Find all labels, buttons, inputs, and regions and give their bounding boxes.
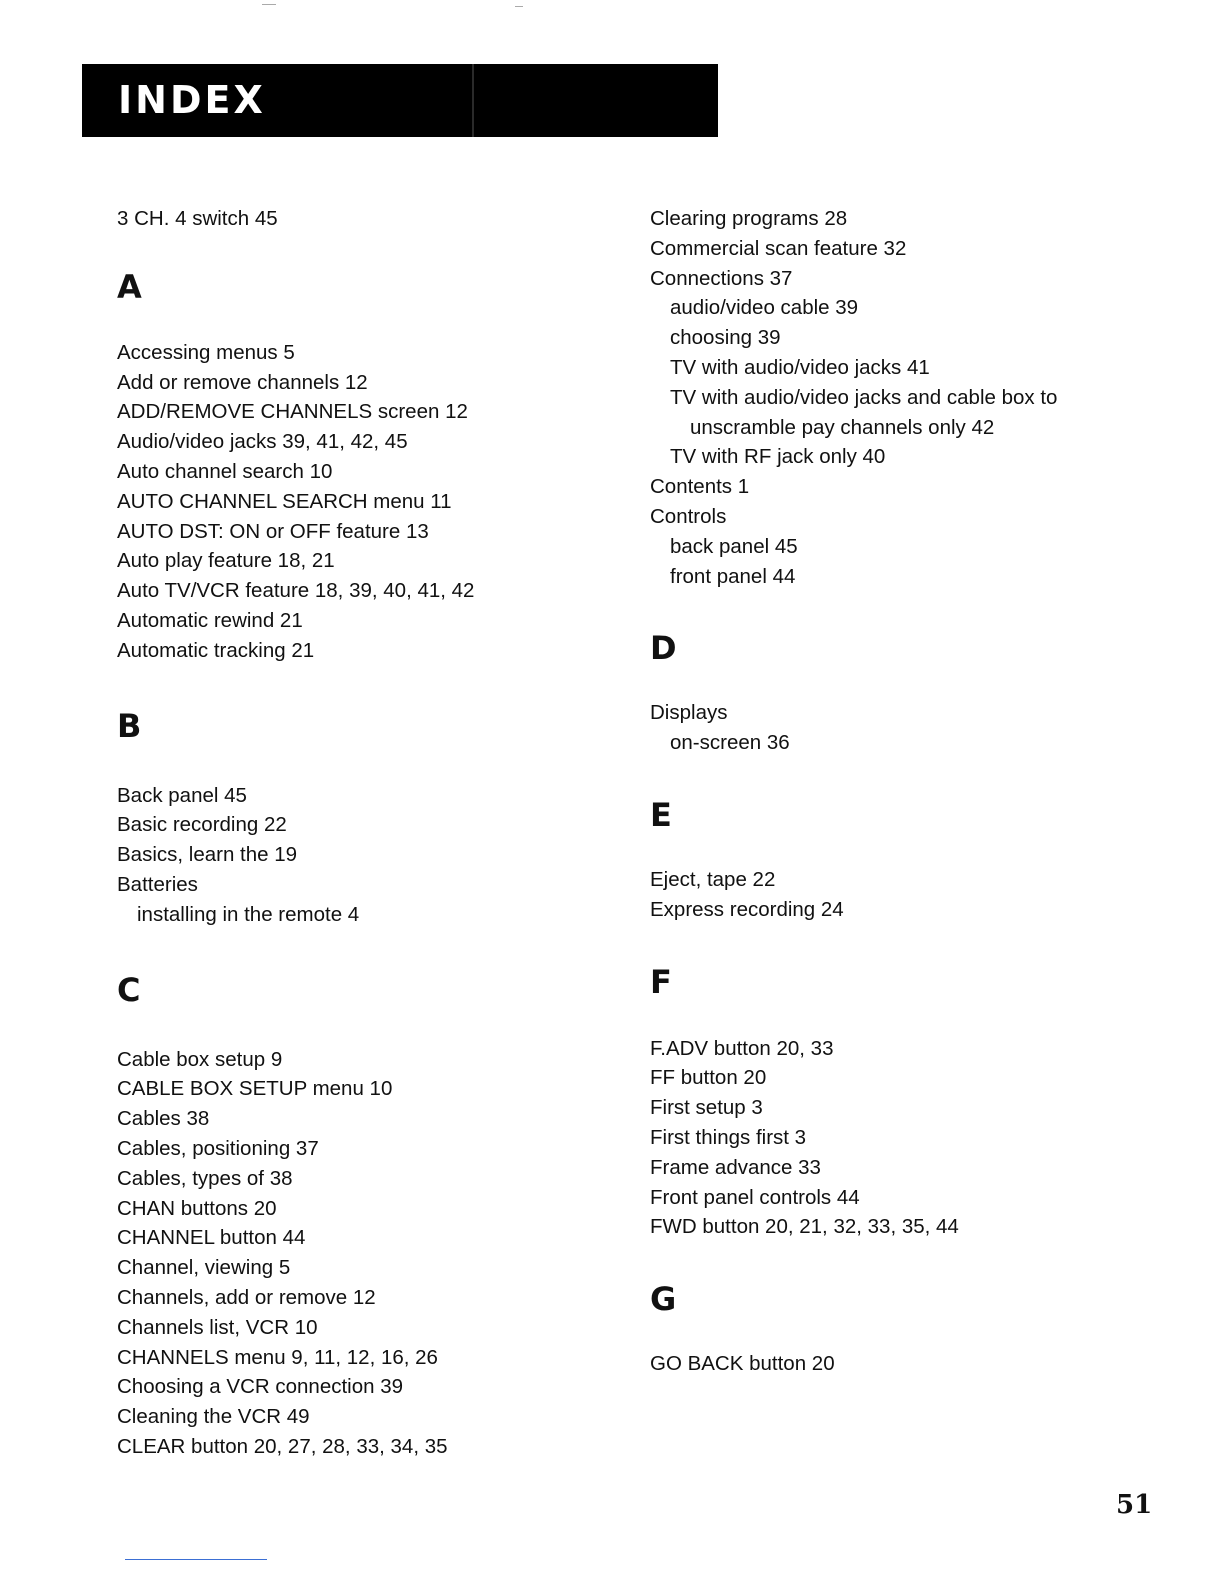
- index-entry: Add or remove channels 12: [117, 370, 368, 394]
- index-entry: F.ADV button 20, 33: [650, 1036, 834, 1060]
- index-entry: Automatic rewind 21: [117, 608, 303, 632]
- index-entry: Back panel 45: [117, 783, 247, 807]
- index-subentry: TV with audio/video jacks 41: [670, 355, 930, 379]
- index-entry: Auto play feature 18, 21: [117, 549, 335, 573]
- index-entry: 3 CH. 4 switch 45: [117, 207, 278, 230]
- index-subentry: front panel 44: [670, 564, 796, 588]
- index-entry: Auto channel search 10: [117, 459, 333, 483]
- index-entry: Channel, viewing 5: [117, 1256, 291, 1280]
- section-letter-e: E: [650, 795, 672, 834]
- index-entry: Commercial scan feature 32: [650, 236, 907, 260]
- index-entry: Auto TV/VCR feature 18, 39, 40, 41, 42: [117, 579, 475, 603]
- scan-artifact: [515, 6, 523, 7]
- page-number: 51: [1116, 1490, 1153, 1520]
- index-entry: Cleaning the VCR 49: [117, 1405, 310, 1429]
- index-entry: Cable box setup 9: [117, 1047, 283, 1071]
- index-entry: Basic recording 22: [117, 813, 287, 837]
- index-left-column: [117, 204, 617, 1462]
- index-entry: CABLE BOX SETUP menu 10: [117, 1077, 393, 1101]
- index-entry: First things first 3: [650, 1125, 807, 1149]
- index-entry: First setup 3: [650, 1096, 763, 1120]
- index-subentry: audio/video cable 39: [670, 296, 859, 320]
- index-entry: CHANNEL button 44: [117, 1226, 306, 1250]
- index-entry: Audio/video jacks 39, 41, 42, 45: [117, 430, 408, 454]
- index-header-bar: [82, 64, 718, 137]
- page-title: INDEX: [118, 78, 266, 122]
- index-entry: FWD button 20, 21, 32, 33, 35, 44: [650, 1215, 959, 1239]
- footer-rule: [125, 1559, 267, 1560]
- index-entry: Eject, tape 22: [650, 867, 776, 891]
- index-entry: Displays: [650, 701, 728, 725]
- index-right-column: [650, 204, 1170, 1379]
- index-subentry: on-screen 36: [670, 731, 790, 755]
- index-entry: Clearing programs 28: [650, 207, 848, 230]
- index-entry: AUTO DST: ON or OFF feature 13: [117, 519, 429, 543]
- index-entry: FF button 20: [650, 1066, 767, 1090]
- index-subentry: installing in the remote 4: [137, 902, 360, 926]
- index-entry: Contents 1: [650, 475, 750, 499]
- index-entry: Batteries: [117, 872, 198, 896]
- header-divider: [472, 64, 474, 137]
- scan-artifact: [262, 4, 276, 5]
- index-entry: Front panel controls 44: [650, 1185, 860, 1209]
- index-entry: GO BACK button 20: [650, 1352, 835, 1376]
- section-letter-a: A: [117, 267, 142, 306]
- section-letter-f: F: [650, 962, 672, 1001]
- index-entry: Channels list, VCR 10: [117, 1315, 318, 1339]
- index-entry: AUTO CHANNEL SEARCH menu 11: [117, 489, 452, 513]
- index-subentry: TV with RF jack only 40: [670, 445, 886, 469]
- index-entry: Cables, positioning 37: [117, 1136, 319, 1160]
- index-entry: Cables, types of 38: [117, 1166, 293, 1190]
- index-subentry: choosing 39: [670, 326, 781, 350]
- index-entry: Accessing menus 5: [117, 340, 295, 364]
- section-letter-g: G: [650, 1280, 677, 1319]
- index-entry: CHANNELS menu 9, 11, 12, 16, 26: [117, 1345, 438, 1369]
- index-entry: Basics, learn the 19: [117, 843, 298, 867]
- section-letter-c: C: [117, 970, 141, 1009]
- index-entry: ADD/REMOVE CHANNELS screen 12: [117, 400, 468, 424]
- index-subentry: unscramble pay channels only 42: [690, 415, 995, 439]
- index-entry: Automatic tracking 21: [117, 638, 315, 662]
- index-entry: Choosing a VCR connection 39: [117, 1375, 404, 1399]
- index-subentry: back panel 45: [670, 534, 798, 558]
- index-entry: Controls: [650, 504, 727, 528]
- index-entry: Frame advance 33: [650, 1155, 821, 1179]
- section-letter-b: B: [117, 706, 142, 745]
- index-entry: Cables 38: [117, 1107, 210, 1131]
- index-entry: Channels, add or remove 12: [117, 1285, 376, 1309]
- index-entry: CHAN buttons 20: [117, 1196, 277, 1220]
- index-entry: Express recording 24: [650, 897, 844, 921]
- index-subentry: TV with audio/video jacks and cable box to: [670, 385, 1058, 409]
- section-letter-d: D: [650, 629, 677, 668]
- index-entry: Connections 37: [650, 266, 793, 290]
- index-entry: CLEAR button 20, 27, 28, 33, 34, 35: [117, 1434, 448, 1458]
